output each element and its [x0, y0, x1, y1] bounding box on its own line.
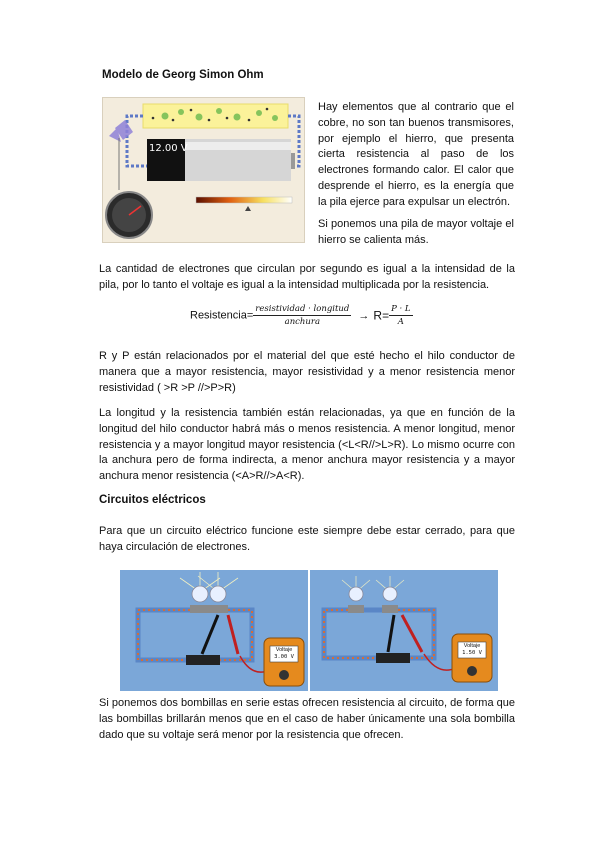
- meter-1-value: 3.00 V: [274, 654, 294, 660]
- side-paragraph-1: Hay elementos que al contrario que el cobre, no son tan buenos transmisores, por ejemplo el hierro, que presenta cierta resistencia al paso de los electrones formando calor. El calor que desprende el hierro, es la energía que la pila ejerce para expulsar un electrón.: [318, 101, 514, 208]
- circuit-drawing-2: [310, 570, 498, 691]
- ohm-simulation-drawing: [103, 98, 305, 243]
- circuit-image-1: [120, 570, 308, 691]
- formula-numerator: resistividad · longitud: [255, 304, 350, 314]
- meter-2-label: Voltaje: [463, 643, 481, 649]
- heading-ohm-model: Modelo de Georg Simon Ohm: [102, 69, 264, 81]
- meter-1-label: Voltaje: [275, 647, 293, 653]
- formula-fraction-2: [389, 304, 412, 327]
- battery-voltage-readout: 12.00 V: [149, 143, 188, 154]
- formula-fraction-1: [253, 304, 351, 327]
- paragraph-resistivity: R y P están relacionados por el material del que esté hecho el hilo conductor de manera que a mayor resistencia, mayor resistividad y a menor resistencia menor resistividad ( >R >P //>P>R): [99, 350, 515, 394]
- paragraph-length-width: La longitud y la resistencia también están relacionadas, ya que en función de la longitud del hilo conductor habrá más o menos resistencia. A menor longitud, menor resistencia y a mayor longitud mayor resistencia (<L<R//>L>R). Lo mismo ocurre con la anchura pero de forma indirecta, a menor anchura mayor resistencia y a mayor anchura menor resistencia (<A>R//>A<R).: [99, 407, 515, 483]
- formula-r: R=: [373, 308, 390, 323]
- heading-electric-circuits: Circuitos eléctricos: [99, 494, 206, 506]
- side-paragraph-2: Si ponemos una pila de mayor voltaje el hierro se calienta más.: [318, 218, 514, 246]
- formula-denominator: anchura: [284, 317, 321, 327]
- formula-arrow: →: [358, 309, 370, 322]
- circuit-image-2: [310, 570, 498, 691]
- paragraph-series-bulbs: Si ponemos dos bombillas en serie estas ofrecen resistencia al circuito, de forma que las bombillas brillarán menos que en el caso de haber únicamente una sola bombilla dado que su voltaje será menor por la resistencia que ofrecen.: [99, 697, 515, 741]
- circuit-drawing-1: [120, 570, 308, 691]
- paragraph-closed-circuit: Para que un circuito eléctrico funcione este siempre debe estar cerrado, para que haya circulación de electrones.: [99, 525, 515, 553]
- formula-label: Resistencia=: [190, 309, 254, 322]
- ohm-simulation-image: [102, 97, 305, 243]
- meter-2-value: 1.50 V: [462, 650, 482, 656]
- paragraph-intensity: La cantidad de electrones que circulan por segundo es igual a la intensidad de la pila, por lo tanto el voltaje es igual a la intensidad multiplicada por la resistencia.: [99, 263, 515, 291]
- formula-numerator-2: P · L: [391, 304, 411, 314]
- formula-denominator-2: A: [397, 317, 404, 327]
- resistance-formula: [190, 304, 440, 334]
